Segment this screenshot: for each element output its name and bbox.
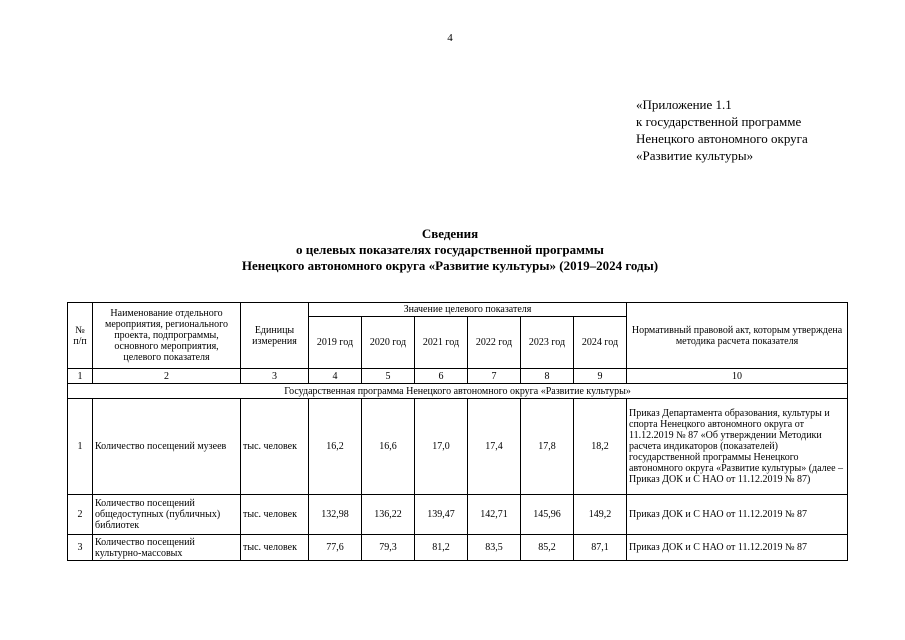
row-value: 17,8	[521, 399, 574, 495]
header-year: 2022 год	[468, 317, 521, 369]
row-name: Количество посещений культурно-массовых	[93, 535, 241, 561]
title-line: Ненецкого автономного округа «Развитие культуры» (2019–2024 годы)	[241, 258, 659, 273]
row-act: Приказ ДОК и С НАО от 11.12.2019 № 87	[627, 495, 848, 535]
appendix-line: «Развитие культуры»	[636, 148, 754, 163]
table-row	[68, 399, 848, 495]
header-name: Наименование отдельного мероприятия, регионального проекта, подпрограммы, основного мероприятия, целевого показателя	[93, 303, 241, 369]
column-number: 10	[627, 369, 848, 384]
column-number-row	[68, 369, 848, 384]
column-number: 5	[362, 369, 415, 384]
row-value: 81,2	[415, 535, 468, 561]
row-value: 136,22	[362, 495, 415, 535]
column-number: 6	[415, 369, 468, 384]
row-value: 83,5	[468, 535, 521, 561]
column-number: 7	[468, 369, 521, 384]
row-value: 139,47	[415, 495, 468, 535]
title-line: о целевых показателях государственной программы	[296, 242, 604, 257]
section-row	[68, 384, 848, 399]
row-name: Количество посещений общедоступных (публичных) библиотек	[93, 495, 241, 535]
section-title: Государственная программа Ненецкого автономного округа «Развитие культуры»	[68, 384, 848, 399]
row-value: 16,6	[362, 399, 415, 495]
header-year: 2021 год	[415, 317, 468, 369]
row-value: 149,2	[574, 495, 627, 535]
table-row	[68, 495, 848, 535]
header-year: 2024 год	[574, 317, 627, 369]
column-number: 2	[93, 369, 241, 384]
appendix-line: к государственной программе	[636, 114, 802, 129]
row-num: 1	[68, 399, 93, 495]
header-unit: Единицы измерения	[241, 303, 309, 369]
column-number: 4	[309, 369, 362, 384]
row-value: 145,96	[521, 495, 574, 535]
header-year: 2023 год	[521, 317, 574, 369]
row-name: Количество посещений музеев	[93, 399, 241, 495]
row-unit: тыс. человек	[241, 495, 309, 535]
row-num: 2	[68, 495, 93, 535]
header-year: 2019 год	[309, 317, 362, 369]
row-value: 87,1	[574, 535, 627, 561]
row-value: 142,71	[468, 495, 521, 535]
header-value-group: Значение целевого показателя	[309, 303, 627, 317]
row-num: 3	[68, 535, 93, 561]
header-year: 2020 год	[362, 317, 415, 369]
appendix-note	[636, 96, 808, 164]
row-value: 85,2	[521, 535, 574, 561]
row-value: 18,2	[574, 399, 627, 495]
row-value: 132,98	[309, 495, 362, 535]
column-number: 3	[241, 369, 309, 384]
column-number: 1	[68, 369, 93, 384]
row-value: 17,4	[468, 399, 521, 495]
row-act: Приказ Департамента образования, культуры и спорта Ненецкого автономного округа от 11.12.2019 № 87 «Об утверждении Методики расчета индикаторов (показателей) государственной программы Ненецкого автономного округа «Развитие культуры» (далее – Приказ ДОК и С НАО от 11.12.2019 № 87)	[627, 399, 848, 495]
appendix-line: Ненецкого автономного округа	[636, 131, 808, 146]
table-row	[68, 535, 848, 561]
column-number: 9	[574, 369, 627, 384]
document-title	[150, 226, 750, 274]
column-number: 8	[521, 369, 574, 384]
header-act: Нормативный правовой акт, которым утверждена методика расчета показателя	[627, 303, 848, 369]
row-unit: тыс. человек	[241, 535, 309, 561]
row-value: 79,3	[362, 535, 415, 561]
row-value: 16,2	[309, 399, 362, 495]
title-line: Сведения	[421, 226, 479, 241]
row-value: 77,6	[309, 535, 362, 561]
row-act: Приказ ДОК и С НАО от 11.12.2019 № 87	[627, 535, 848, 561]
page-number: 4	[447, 32, 453, 44]
row-unit: тыс. человек	[241, 399, 309, 495]
appendix-line: «Приложение 1.1	[636, 97, 732, 112]
row-value: 17,0	[415, 399, 468, 495]
indicators-table	[67, 302, 848, 561]
header-num: № п/п	[68, 303, 93, 369]
